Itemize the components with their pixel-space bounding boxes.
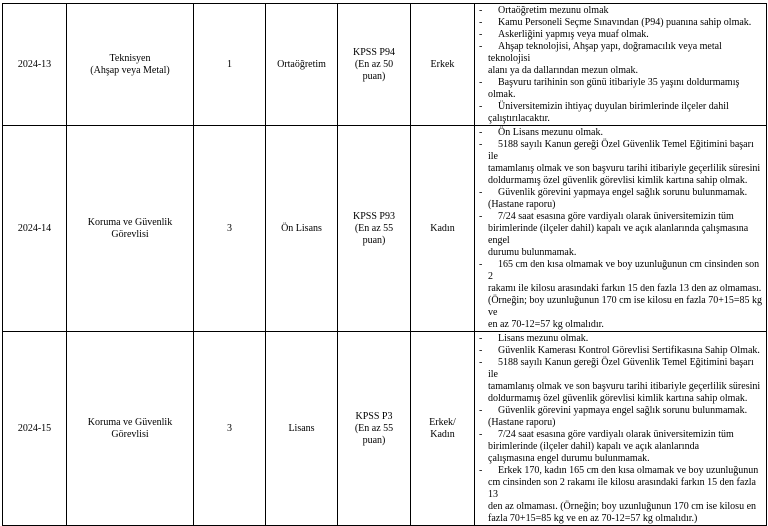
requirement-item: - 5188 sayılı Kanun gereği Özel Güvenlik Temel Eğitimini başarı ile tamamlanış olmak ve son başvuru tarihi itibariyle geçerlilik süresini doldurmamış özel güvenlik görevlisi kimlik kartına sahip olmak.: [479, 139, 763, 187]
requirement-item: - Başvuru tarihinin son günü itibariyle 35 yaşını doldurmamış olmak.: [479, 77, 763, 101]
education-level: Ortaöğretim: [266, 4, 338, 126]
position-code: 2024-14: [3, 126, 67, 332]
kpss-score: KPSS P3 (En az 55 puan): [338, 332, 411, 526]
gender: Erkek: [411, 4, 475, 126]
table-row: [3, 332, 767, 526]
requirements-cell: [475, 126, 767, 332]
requirement-item: - Ortaöğretim mezunu olmak: [479, 5, 763, 17]
requirements-cell: [475, 4, 767, 126]
position-code: 2024-13: [3, 4, 67, 126]
kpss-score: KPSS P94 (En az 50 puan): [338, 4, 411, 126]
requirement-item: - Güvenlik görevini yapmaya engel sağlık sorunu bulunmamak. (Hastane raporu): [479, 405, 763, 429]
requirement-item: - Erkek 170, kadın 165 cm den kısa olmamak ve boy uzunluğunun cm cinsinden son 2 rakamı ile kilosu arasındaki farkın 15 den fazla 13 den az olmaması. (Örneğin; boy uzunluğunun 170 cm ise kilosu en fazla 70+15=85 kg ve en az 70-12=57 kg olmalıdır.): [479, 465, 763, 525]
requirement-item: - Ahşap teknolojisi, Ahşap yapı, doğramacılık veya metal teknolojisi alanı ya da dallarından mezun olmak.: [479, 41, 763, 77]
table-row: [3, 126, 767, 332]
position-count: 3: [194, 332, 266, 526]
requirement-item: - Ön Lisans mezunu olmak.: [479, 127, 763, 139]
position-code: 2024-15: [3, 332, 67, 526]
requirement-item: - Lisans mezunu olmak.: [479, 333, 763, 345]
position-title: Teknisyen (Ahşap veya Metal): [67, 4, 194, 126]
education-level: Ön Lisans: [266, 126, 338, 332]
table-row: [3, 4, 767, 126]
education-level: Lisans: [266, 332, 338, 526]
position-title: Koruma ve Güvenlik Görevlisi: [67, 332, 194, 526]
positions-table: [2, 3, 767, 526]
requirement-item: - Askerliğini yapmış veya muaf olmak.: [479, 29, 763, 41]
requirement-item: - 7/24 saat esasına göre vardiyalı olarak üniversitemizin tüm birimlerinde (ilçeler dahil) kapalı ve açık alanlarında çalışmasına engel durumu bulunmamak.: [479, 211, 763, 259]
gender: Kadın: [411, 126, 475, 332]
requirement-item: - 5188 sayılı Kanun gereği Özel Güvenlik Temel Eğitimini başarı ile tamamlanış olmak ve son başvuru tarihi itibariyle geçerlilik süresini doldurmamış özel güvenlik görevlisi kimlik kartına sahip olmak.: [479, 357, 763, 405]
requirement-item: - 165 cm den kısa olmamak ve boy uzunluğunun cm cinsinden son 2 rakamı ile kilosu arasındaki farkın 15 den fazla 13 den az olmaması. (Örneğin; boy uzunluğunun 170 cm ise kilosu en fazla 70+15=85 kg ve en az 70-12=57 kg olmalıdır.: [479, 259, 763, 331]
position-count: 1: [194, 4, 266, 126]
requirement-item: - 7/24 saat esasına göre vardiyalı olarak üniversitemizin tüm birimlerinde (ilçeler dahil) kapalı ve açık alanlarında çalışmasına engel durumu bulunmamak.: [479, 429, 763, 465]
requirement-item: - Üniversitemizin ihtiyaç duyulan birimlerinde ilçeler dahil çalıştırılacaktır.: [479, 101, 763, 125]
requirement-item: - Kamu Personeli Seçme Sınavından (P94) puanına sahip olmak.: [479, 17, 763, 29]
position-title: Koruma ve Güvenlik Görevlisi: [67, 126, 194, 332]
requirement-item: - Güvenlik Kamerası Kontrol Görevlisi Sertifikasına Sahip Olmak.: [479, 345, 763, 357]
position-count: 3: [194, 126, 266, 332]
kpss-score: KPSS P93 (En az 55 puan): [338, 126, 411, 332]
gender: Erkek/ Kadın: [411, 332, 475, 526]
requirement-item: - Güvenlik görevini yapmaya engel sağlık sorunu bulunmamak. (Hastane raporu): [479, 187, 763, 211]
requirements-cell: [475, 332, 767, 526]
